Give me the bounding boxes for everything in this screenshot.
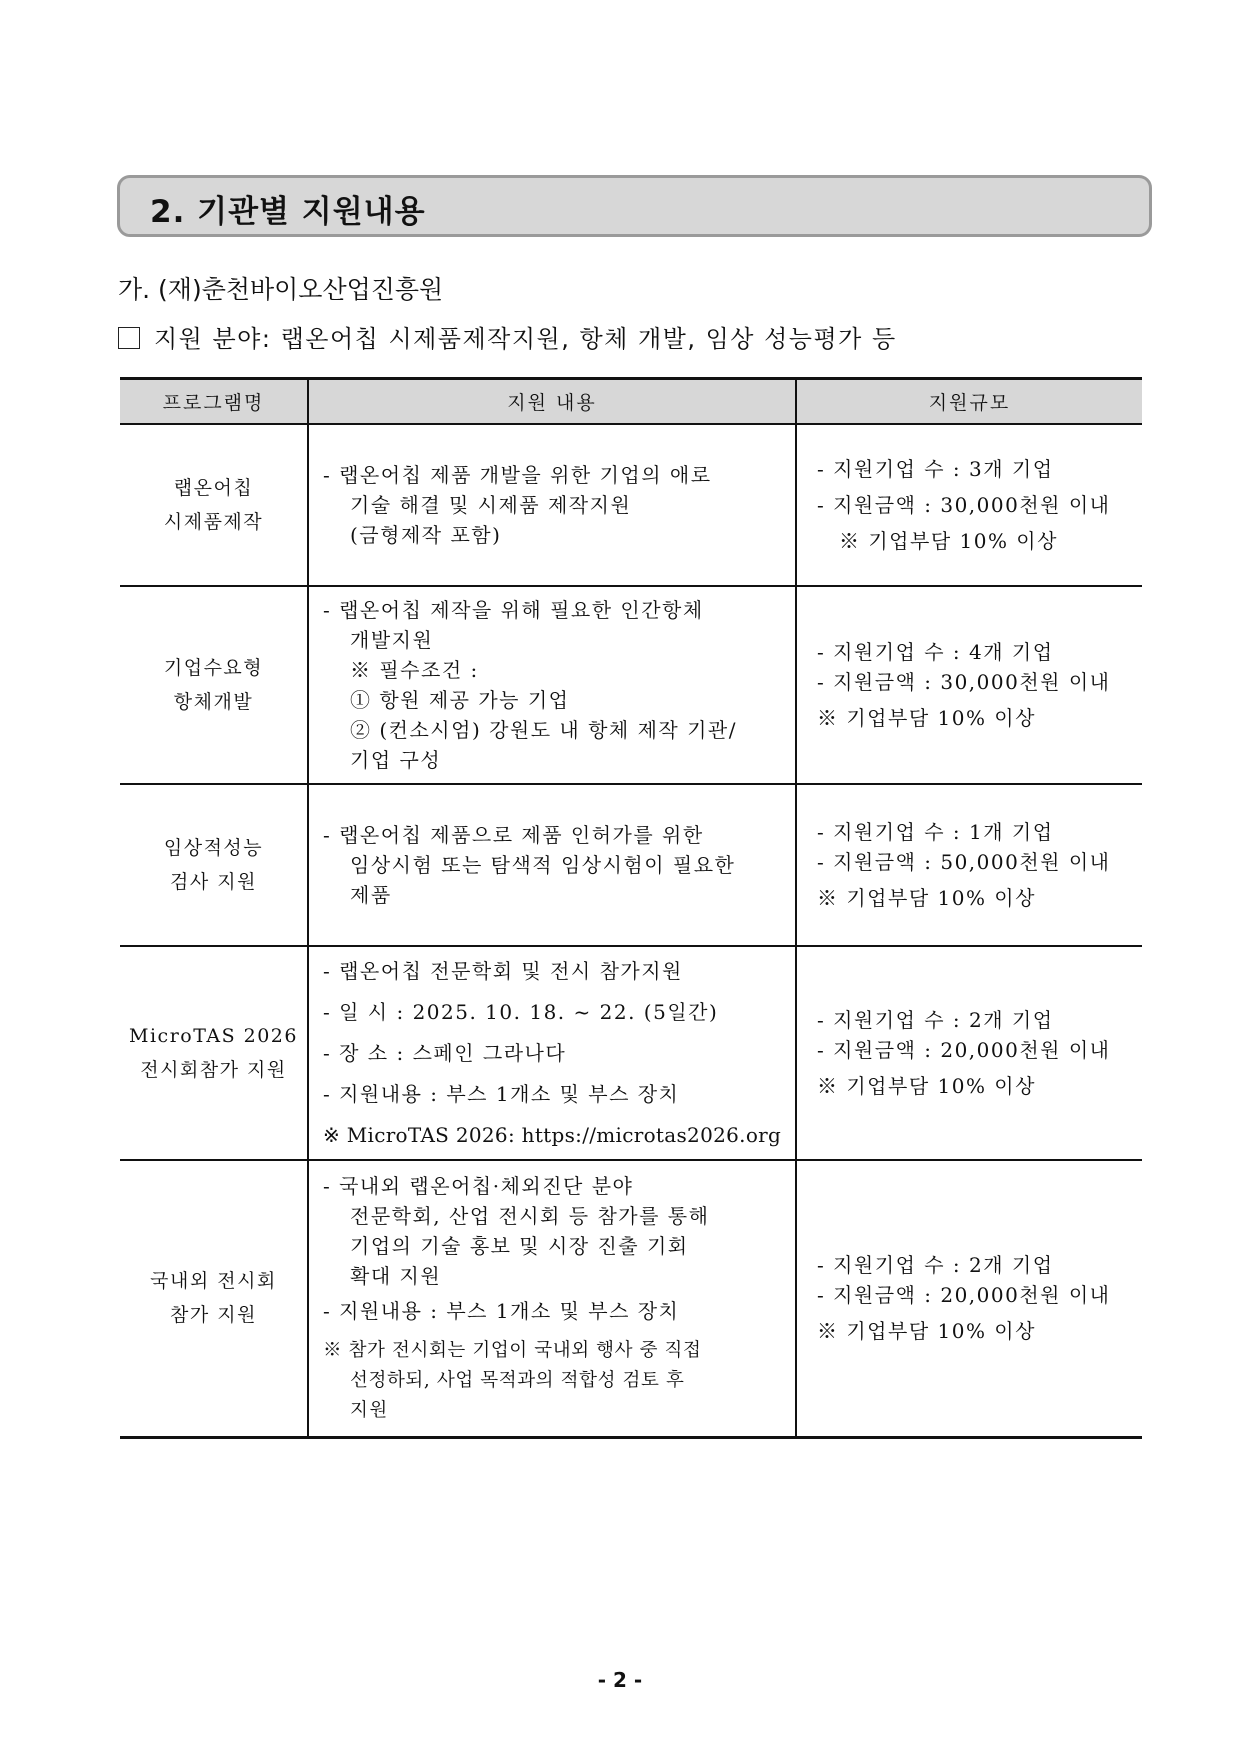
support-field-line xyxy=(118,319,897,354)
organization-heading: 가. (재)춘천바이오산업진흥원 xyxy=(118,275,444,304)
scale-line: ※ 기업부담 10% 이상 xyxy=(817,1319,1036,1344)
content-line: 기업 구성 xyxy=(350,748,442,772)
header-scale: 지원규모 xyxy=(796,379,1142,425)
scale-cell xyxy=(796,946,1142,1160)
program-name-cell xyxy=(120,424,308,586)
scale-line: - 지원기업 수 : 4개 기업 xyxy=(817,640,1054,664)
program-name-cell xyxy=(120,946,308,1160)
content-line: - 국내외 랩온어칩·체외진단 분야 xyxy=(323,1173,634,1198)
program-name-line: 참가 지원 xyxy=(170,1304,257,1327)
program-name-line: 임상적성능 xyxy=(163,837,264,859)
scale-line: - 지원금액 : 30,000천원 이내 xyxy=(817,670,1111,694)
program-name-cell xyxy=(120,784,308,946)
support-table xyxy=(120,377,1142,1439)
scale-line: - 지원기업 수 : 3개 기업 xyxy=(817,457,1054,481)
table-row xyxy=(120,424,1142,586)
content-line: 선정하되, 사업 목적과의 적합성 검토 후 xyxy=(350,1369,685,1391)
section-title: 2. 기관별 지원내용 xyxy=(150,194,426,230)
scale-line: - 지원금액 : 50,000천원 이내 xyxy=(817,850,1111,874)
header-program: 프로그램명 xyxy=(120,379,308,425)
content-line: 전문학회, 산업 전시회 등 참가를 통해 xyxy=(350,1203,710,1228)
content-line: - 랩온어칩 제작을 위해 필요한 인간항체 xyxy=(323,598,704,622)
content-cell xyxy=(308,946,796,1160)
section-header-box xyxy=(117,175,1152,237)
scale-line: ※ 기업부담 10% 이상 xyxy=(817,1074,1036,1098)
scale-line: - 지원금액 : 20,000천원 이내 xyxy=(817,1038,1111,1062)
content-line: 개발지원 xyxy=(350,628,434,652)
content-line: 확대 지원 xyxy=(350,1263,442,1288)
program-name-line: MicroTAS 2026 xyxy=(129,1025,298,1047)
content-line: 기업의 기술 홍보 및 시장 진출 기회 xyxy=(350,1233,689,1258)
scale-line: - 지원금액 : 20,000천원 이내 xyxy=(817,1283,1111,1308)
content-line: 기술 해결 및 시제품 제작지원 xyxy=(350,493,632,517)
content-line: - 일 시 : 2025. 10. 18. ~ 22. (5일간) xyxy=(323,999,719,1024)
content-line: ※ 필수조건 : xyxy=(350,658,479,682)
scale-cell xyxy=(796,424,1142,586)
table-header-row xyxy=(120,379,1142,425)
scale-cell xyxy=(796,784,1142,946)
program-name-line: 국내외 전시회 xyxy=(150,1270,277,1293)
scale-line: - 지원금액 : 30,000천원 이내 xyxy=(817,493,1111,517)
table-row xyxy=(120,1160,1142,1437)
scale-line: - 지원기업 수 : 2개 기업 xyxy=(817,1253,1054,1278)
content-line: - 장 소 : 스페인 그라나다 xyxy=(323,1040,567,1065)
table-row xyxy=(120,784,1142,946)
page-number: - 2 - xyxy=(597,1668,643,1692)
content-line: - 랩온어칩 전문학회 및 전시 참가지원 xyxy=(323,958,683,983)
program-name-line: 시제품제작 xyxy=(163,511,264,533)
table-row xyxy=(120,586,1142,784)
program-name-line: 기업수요형 xyxy=(163,657,264,679)
content-line: 지원 xyxy=(350,1399,389,1421)
checkbox-icon xyxy=(118,327,140,349)
scale-line: ※ 기업부담 10% 이상 xyxy=(817,706,1036,730)
content-cell xyxy=(308,1160,796,1437)
content-line: 임상시험 또는 탐색적 임상시험이 필요한 xyxy=(350,853,736,877)
content-cell xyxy=(308,586,796,784)
program-name-line: 검사 지원 xyxy=(170,871,257,893)
content-line: - 지원내용 : 부스 1개소 및 부스 장치 xyxy=(323,1298,680,1323)
content-cell xyxy=(308,424,796,586)
content-line: ※ MicroTAS 2026: https://microtas2026.org xyxy=(323,1122,782,1147)
content-line: (금형제작 포함) xyxy=(350,523,502,547)
program-name-line: 전시회참가 지원 xyxy=(140,1059,287,1081)
program-name-cell xyxy=(120,586,308,784)
scale-cell xyxy=(796,586,1142,784)
scale-line: ※ 기업부담 10% 이상 xyxy=(817,886,1036,910)
content-line: 제품 xyxy=(350,883,392,907)
program-name-line: 항체개발 xyxy=(173,691,254,713)
content-line: ② (컨소시엄) 강원도 내 항체 제작 기관/ xyxy=(350,718,737,742)
content-line: - 랩온어칩 제품 개발을 위한 기업의 애로 xyxy=(323,463,712,487)
scale-line: ※ 기업부담 10% 이상 xyxy=(839,529,1058,553)
header-content: 지원 내용 xyxy=(308,379,796,425)
table-row xyxy=(120,946,1142,1160)
content-line: - 지원내용 : 부스 1개소 및 부스 장치 xyxy=(323,1081,680,1106)
content-line: ※ 참가 전시회는 기업이 국내외 행사 중 직접 xyxy=(323,1339,702,1361)
scale-cell xyxy=(796,1160,1142,1437)
support-field-text: 지원 분야: 랩온어칩 시제품제작지원, 항체 개발, 임상 성능평가 등 xyxy=(154,325,897,353)
program-name-cell xyxy=(120,1160,308,1437)
program-name-line: 랩온어칩 xyxy=(173,477,254,499)
content-cell xyxy=(308,784,796,946)
scale-line: - 지원기업 수 : 2개 기업 xyxy=(817,1008,1054,1032)
scale-line: - 지원기업 수 : 1개 기업 xyxy=(817,820,1054,844)
content-line: ① 항원 제공 가능 기업 xyxy=(350,688,570,712)
content-line: - 랩온어칩 제품으로 제품 인허가를 위한 xyxy=(323,823,704,847)
